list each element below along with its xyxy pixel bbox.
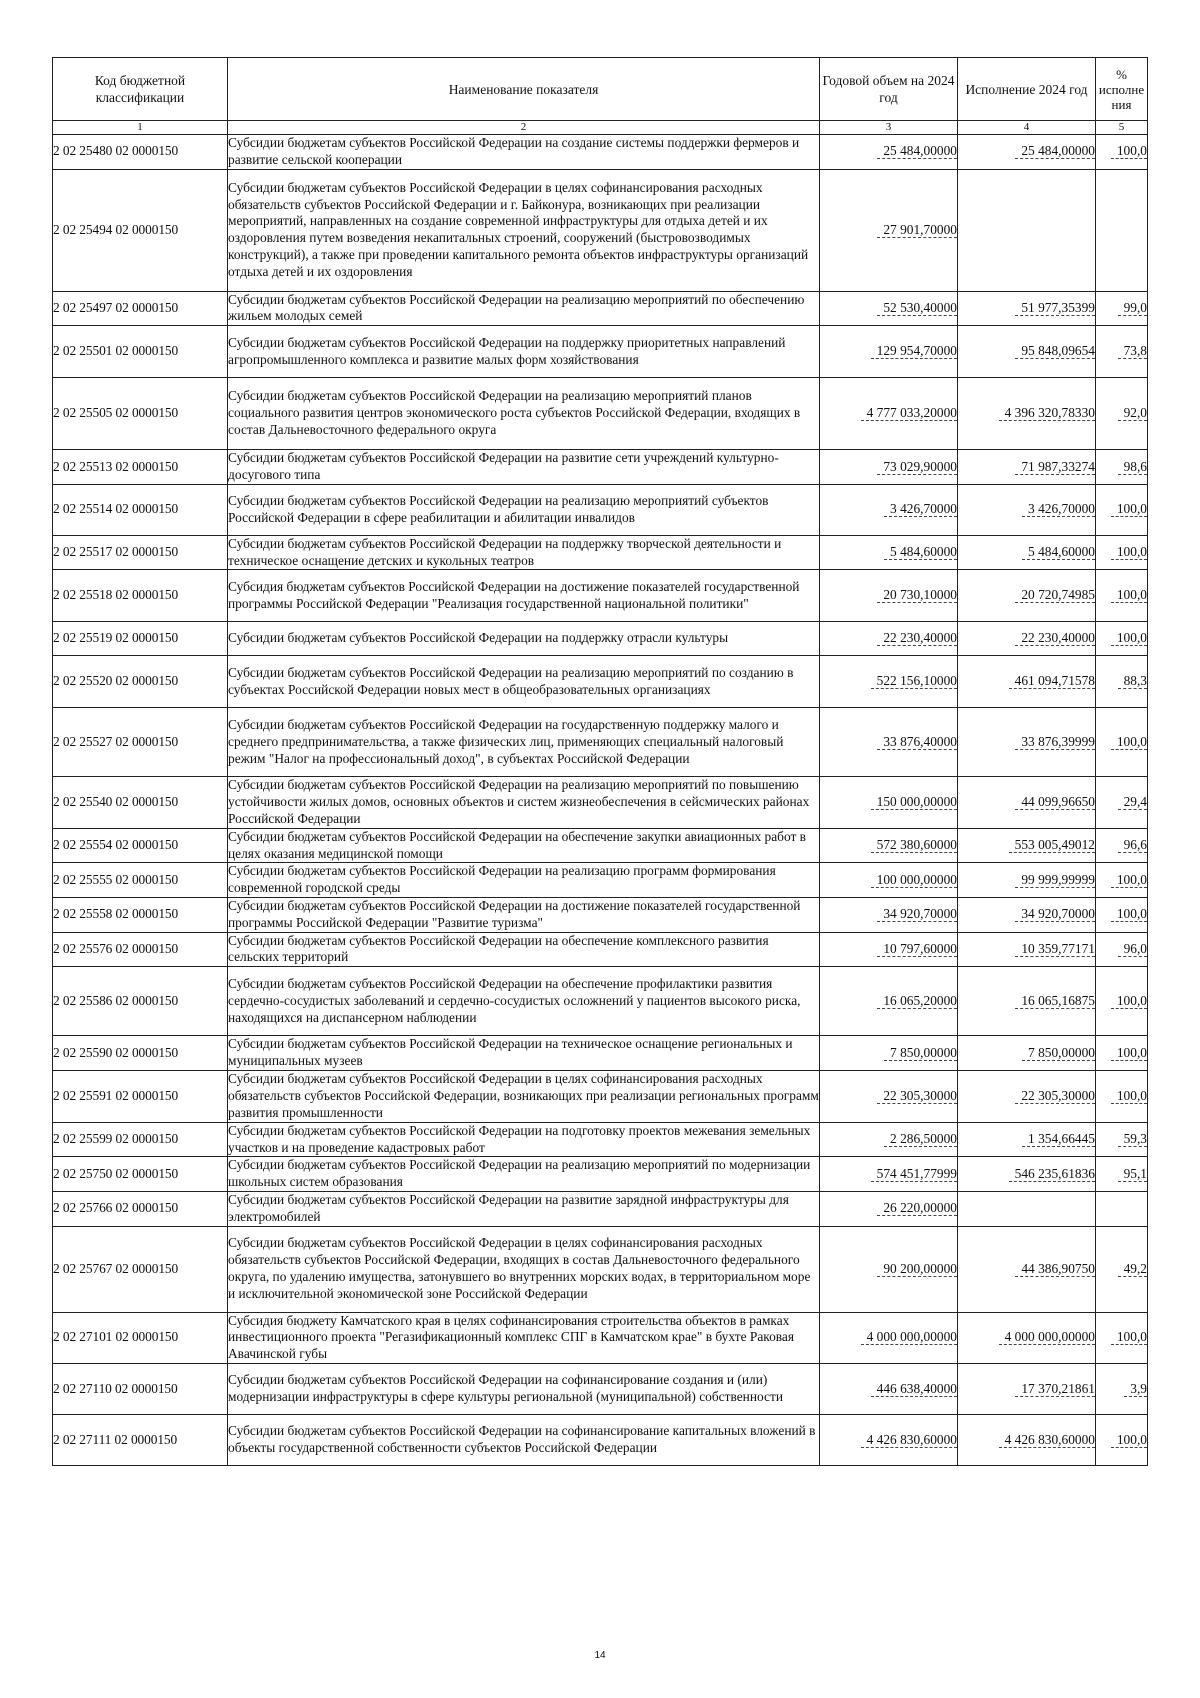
execution-amount-value: 71 987,33274	[1015, 459, 1095, 475]
execution-percent-value: 95,1	[1118, 1166, 1147, 1182]
annual-volume-value: 574 451,77999	[871, 1166, 957, 1182]
budget-code: 2 02 25599 02 0000150	[53, 1122, 228, 1157]
execution-amount	[958, 484, 1096, 535]
table-row	[53, 135, 1148, 170]
annual-volume-value: 33 876,40000	[877, 734, 957, 750]
indicator-name: Субсидии бюджетам субъектов Российской Федерации на достижение показателей государственной программы Российской Федерации "Развитие туризма"	[228, 897, 820, 932]
table-row	[53, 932, 1148, 967]
table-row	[53, 1191, 1148, 1226]
indicator-name: Субсидии бюджетам субъектов Российской Федерации на софинансирование капитальных вложений в объекты государственной собственности субъектов Российской Федерации	[228, 1414, 820, 1465]
indicator-name: Субсидии бюджетам субъектов Российской Федерации на поддержку отрасли культуры	[228, 622, 820, 656]
execution-percent-value: 98,6	[1118, 459, 1147, 475]
execution-amount-value: 4 396 320,78330	[999, 405, 1095, 421]
execution-percent	[1096, 1036, 1148, 1071]
execution-amount-value: 34 920,70000	[1015, 906, 1095, 922]
execution-amount-value: 51 977,35399	[1015, 300, 1095, 316]
execution-percent	[1096, 863, 1148, 898]
indicator-name: Субсидии бюджетам субъектов Российской Федерации на реализацию мероприятий по повышению устойчивости жилых домов, основных объектов и систем жизнеобеспечения в сейсмических районах Российской Федерации	[228, 777, 820, 828]
annual-volume	[820, 1122, 958, 1157]
header-exec: Исполнение 2024 год	[958, 58, 1096, 121]
annual-volume	[820, 1414, 958, 1465]
budget-code: 2 02 25555 02 0000150	[53, 863, 228, 898]
execution-percent-value: 100,0	[1111, 906, 1147, 922]
table-row	[53, 1157, 1148, 1192]
execution-percent-value: 88,3	[1118, 673, 1147, 689]
execution-amount	[958, 1191, 1096, 1226]
execution-percent	[1096, 291, 1148, 326]
annual-volume-value: 16 065,20000	[877, 993, 957, 1009]
indicator-name: Субсидии бюджетам субъектов Российской Федерации на обеспечение комплексного развития сельских территорий	[228, 932, 820, 967]
execution-percent-value: 100,0	[1111, 1432, 1147, 1448]
indicator-name: Субсидии бюджетам субъектов Российской Федерации на реализацию мероприятий субъектов Российской Федерации в сфере реабилитации и абилитации инвалидов	[228, 484, 820, 535]
execution-amount	[958, 777, 1096, 828]
annual-volume	[820, 863, 958, 898]
table-row	[53, 656, 1148, 708]
execution-amount-value: 44 099,96650	[1015, 794, 1095, 810]
execution-percent	[1096, 622, 1148, 656]
execution-percent-value: 100,0	[1111, 1329, 1147, 1345]
annual-volume-value: 26 220,00000	[877, 1200, 957, 1216]
execution-percent	[1096, 326, 1148, 378]
annual-volume	[820, 135, 958, 170]
execution-amount	[958, 1122, 1096, 1157]
execution-percent	[1096, 1122, 1148, 1157]
execution-percent-value: 99,0	[1118, 300, 1147, 316]
annual-volume	[820, 1070, 958, 1122]
budget-code: 2 02 25505 02 0000150	[53, 378, 228, 450]
budget-report-page	[52, 57, 1147, 1466]
table-row	[53, 622, 1148, 656]
execution-amount-value: 1 354,66445	[1022, 1131, 1095, 1147]
annual-volume	[820, 897, 958, 932]
table-row	[53, 777, 1148, 828]
execution-percent	[1096, 169, 1148, 291]
table-row	[53, 450, 1148, 485]
execution-amount	[958, 135, 1096, 170]
budget-code: 2 02 25586 02 0000150	[53, 967, 228, 1036]
annual-volume-value: 34 920,70000	[877, 906, 957, 922]
budget-code: 2 02 25501 02 0000150	[53, 326, 228, 378]
table-row	[53, 967, 1148, 1036]
execution-amount-value: 99 999,99999	[1015, 872, 1095, 888]
annual-volume-value: 10 797,60000	[877, 941, 957, 957]
execution-amount	[958, 967, 1096, 1036]
execution-amount	[958, 378, 1096, 450]
execution-percent	[1096, 777, 1148, 828]
execution-percent-value: 92,0	[1118, 405, 1147, 421]
annual-volume-value: 22 305,30000	[877, 1088, 957, 1104]
column-number-row	[53, 121, 1148, 135]
execution-amount	[958, 1157, 1096, 1192]
execution-percent	[1096, 932, 1148, 967]
budget-code: 2 02 25494 02 0000150	[53, 169, 228, 291]
annual-volume	[820, 484, 958, 535]
annual-volume	[820, 622, 958, 656]
annual-volume-value: 27 901,70000	[877, 222, 957, 238]
table-row	[53, 897, 1148, 932]
execution-amount	[958, 1363, 1096, 1414]
table-row	[53, 1363, 1148, 1414]
annual-volume-value: 572 380,60000	[871, 837, 957, 853]
budget-code: 2 02 25527 02 0000150	[53, 708, 228, 777]
execution-amount-value: 44 386,90750	[1015, 1261, 1095, 1277]
execution-percent-value: 100,0	[1111, 143, 1147, 159]
annual-volume-value: 522 156,10000	[871, 673, 957, 689]
execution-percent	[1096, 708, 1148, 777]
execution-amount	[958, 1312, 1096, 1363]
execution-amount	[958, 863, 1096, 898]
execution-amount-value: 33 876,39999	[1015, 734, 1095, 750]
annual-volume	[820, 1191, 958, 1226]
execution-amount	[958, 450, 1096, 485]
execution-percent-value: 100,0	[1111, 872, 1147, 888]
budget-code: 2 02 25554 02 0000150	[53, 828, 228, 863]
annual-volume-value: 4 777 033,20000	[861, 405, 957, 421]
annual-volume	[820, 1363, 958, 1414]
execution-percent-value: 73,8	[1118, 343, 1147, 359]
execution-amount-value: 20 720,74985	[1015, 587, 1095, 603]
budget-table	[52, 57, 1148, 1466]
indicator-name: Субсидия бюджетам субъектов Российской Федерации на достижение показателей государственной программы Российской Федерации "Реализация государственной национальной политики"	[228, 570, 820, 622]
table-row	[53, 484, 1148, 535]
annual-volume-value: 2 286,50000	[884, 1131, 957, 1147]
annual-volume	[820, 1157, 958, 1192]
table-header	[53, 58, 1148, 135]
execution-amount-value: 7 850,00000	[1022, 1045, 1095, 1061]
indicator-name: Субсидии бюджетам субъектов Российской Федерации на обеспечение профилактики развития сердечно-сосудистых заболеваний и сердечно-сосудистых осложнений у пациентов высокого риска, находящихся на диспансерном наблюдении	[228, 967, 820, 1036]
budget-code: 2 02 25519 02 0000150	[53, 622, 228, 656]
table-row	[53, 1414, 1148, 1465]
execution-amount-value: 553 005,49012	[1009, 837, 1095, 853]
annual-volume-value: 129 954,70000	[871, 343, 957, 359]
page-number: 14	[594, 1650, 606, 1661]
indicator-name: Субсидии бюджетам субъектов Российской Федерации на техническое оснащение региональных и муниципальных музеев	[228, 1036, 820, 1071]
table-row	[53, 378, 1148, 450]
execution-amount-value: 17 370,21861	[1015, 1381, 1095, 1397]
execution-amount	[958, 897, 1096, 932]
header-row	[53, 58, 1148, 121]
table-row	[53, 169, 1148, 291]
annual-volume	[820, 326, 958, 378]
execution-percent	[1096, 484, 1148, 535]
execution-percent-value: 100,0	[1111, 1088, 1147, 1104]
execution-amount-value: 25 484,00000	[1015, 143, 1095, 159]
table-row	[53, 570, 1148, 622]
annual-volume-value: 150 000,00000	[871, 794, 957, 810]
budget-code: 2 02 27101 02 0000150	[53, 1312, 228, 1363]
execution-percent	[1096, 535, 1148, 570]
annual-volume	[820, 291, 958, 326]
table-row	[53, 1036, 1148, 1071]
budget-code: 2 02 25766 02 0000150	[53, 1191, 228, 1226]
column-number: 5	[1096, 121, 1148, 135]
execution-amount-value: 461 094,71578	[1009, 673, 1095, 689]
indicator-name: Субсидии бюджетам субъектов Российской Федерации в целях софинансирования расходных обязательств субъектов Российской Федерации, возникающих при реализации региональных программ развития промышленности	[228, 1070, 820, 1122]
table-row	[53, 1070, 1148, 1122]
column-number: 1	[53, 121, 228, 135]
indicator-name: Субсидии бюджетам субъектов Российской Федерации на софинансирование создания и (или) модернизации инфраструктуры в сфере культуры региональной (муниципальной) собственности	[228, 1363, 820, 1414]
annual-volume	[820, 1036, 958, 1071]
execution-percent-value: 29,4	[1118, 794, 1147, 810]
annual-volume-value: 20 730,10000	[877, 587, 957, 603]
execution-amount	[958, 291, 1096, 326]
annual-volume-value: 25 484,00000	[877, 143, 957, 159]
execution-amount	[958, 828, 1096, 863]
execution-percent	[1096, 378, 1148, 450]
execution-percent-value: 59,3	[1118, 1131, 1147, 1147]
indicator-name: Субсидии бюджетам субъектов Российской Федерации на поддержку приоритетных направлений агропромышленного комплекса и развитие малых форм хозяйствования	[228, 326, 820, 378]
annual-volume	[820, 535, 958, 570]
annual-volume-value: 73 029,90000	[877, 459, 957, 475]
execution-percent-value: 100,0	[1111, 544, 1147, 560]
execution-percent-value: 100,0	[1111, 587, 1147, 603]
indicator-name: Субсидии бюджетам субъектов Российской Федерации на обеспечение закупки авиационных работ в целях оказания медицинской помощи	[228, 828, 820, 863]
budget-code: 2 02 25517 02 0000150	[53, 535, 228, 570]
table-row	[53, 535, 1148, 570]
annual-volume-value: 4 000 000,00000	[861, 1329, 957, 1345]
budget-code: 2 02 25558 02 0000150	[53, 897, 228, 932]
execution-amount-value: 16 065,16875	[1015, 993, 1095, 1009]
execution-percent-value: 96,0	[1118, 941, 1147, 957]
annual-volume-value: 5 484,60000	[884, 544, 957, 560]
annual-volume-value: 100 000,00000	[871, 872, 957, 888]
execution-amount	[958, 622, 1096, 656]
annual-volume	[820, 169, 958, 291]
execution-amount	[958, 535, 1096, 570]
indicator-name: Субсидии бюджетам субъектов Российской Федерации на развитие сети учреждений культурно-досугового типа	[228, 450, 820, 485]
execution-percent	[1096, 967, 1148, 1036]
annual-volume-value: 3 426,70000	[884, 501, 957, 517]
execution-amount	[958, 656, 1096, 708]
execution-amount	[958, 708, 1096, 777]
budget-code: 2 02 25513 02 0000150	[53, 450, 228, 485]
budget-code: 2 02 25520 02 0000150	[53, 656, 228, 708]
execution-amount	[958, 1226, 1096, 1312]
execution-amount	[958, 570, 1096, 622]
indicator-name: Субсидии бюджетам субъектов Российской Федерации на реализацию программ формирования современной городской среды	[228, 863, 820, 898]
budget-code: 2 02 25591 02 0000150	[53, 1070, 228, 1122]
annual-volume	[820, 1226, 958, 1312]
column-number: 3	[820, 121, 958, 135]
table-row	[53, 326, 1148, 378]
indicator-name: Субсидии бюджетам субъектов Российской Федерации на реализацию мероприятий планов социального развития центров экономического роста субъектов Российской Федерации, входящих в состав Дальневосточного федерального округа	[228, 378, 820, 450]
indicator-name: Субсидии бюджетам субъектов Российской Федерации на реализацию мероприятий по модернизации школьных систем образования	[228, 1157, 820, 1192]
header-pct: % исполне ния	[1096, 58, 1148, 121]
table-row	[53, 1312, 1148, 1363]
execution-percent	[1096, 1070, 1148, 1122]
annual-volume	[820, 708, 958, 777]
indicator-name: Субсидии бюджетам субъектов Российской Федерации на развитие зарядной инфраструктуры для электромобилей	[228, 1191, 820, 1226]
column-number: 4	[958, 121, 1096, 135]
execution-percent	[1096, 570, 1148, 622]
annual-volume	[820, 828, 958, 863]
execution-percent	[1096, 1414, 1148, 1465]
column-number: 2	[228, 121, 820, 135]
execution-percent-value: 49,2	[1118, 1261, 1147, 1277]
budget-code: 2 02 25750 02 0000150	[53, 1157, 228, 1192]
indicator-name: Субсидия бюджету Камчатского края в целях софинансирования строительства объектов в рамках инвестиционного проекта "Регазификационный комплекс СПГ в Камчатском крае" в бухте Раковая Авачинской губы	[228, 1312, 820, 1363]
annual-volume-value: 446 638,40000	[871, 1381, 957, 1397]
table-row	[53, 1226, 1148, 1312]
execution-percent	[1096, 897, 1148, 932]
execution-amount-value: 4 000 000,00000	[999, 1329, 1095, 1345]
indicator-name: Субсидии бюджетам субъектов Российской Федерации на государственную поддержку малого и среднего предпринимательства, а также физических лиц, применяющих специальный налоговый режим "Налог на профессиональный доход", в субъектах Российской Федерации	[228, 708, 820, 777]
annual-volume	[820, 570, 958, 622]
execution-percent	[1096, 1191, 1148, 1226]
execution-percent	[1096, 135, 1148, 170]
execution-percent-value: 3,9	[1124, 1381, 1147, 1397]
annual-volume	[820, 777, 958, 828]
table-row	[53, 291, 1148, 326]
table-body	[53, 135, 1148, 1466]
table-row	[53, 828, 1148, 863]
execution-amount-value: 546 235,61836	[1009, 1166, 1095, 1182]
table-row	[53, 863, 1148, 898]
indicator-name: Субсидии бюджетам субъектов Российской Федерации в целях софинансирования расходных обязательств субъектов Российской Федерации и г. Байконура, возникающих при реализации мероприятий, направленных на создание современной инфраструктуры для отдыха детей и их оздоровления путем возведения некапитальных строений, сооружений (быстровозводимых конструкций), а также при проведении капитального ремонта объектов инфраструктуры организаций отдыха детей и их оздоровления	[228, 169, 820, 291]
table-row	[53, 708, 1148, 777]
budget-code: 2 02 25540 02 0000150	[53, 777, 228, 828]
execution-percent	[1096, 1363, 1148, 1414]
annual-volume-value: 52 530,40000	[877, 300, 957, 316]
budget-code: 2 02 25480 02 0000150	[53, 135, 228, 170]
execution-amount-value: 5 484,60000	[1022, 544, 1095, 560]
budget-code: 2 02 27111 02 0000150	[53, 1414, 228, 1465]
annual-volume-value: 22 230,40000	[877, 630, 957, 646]
header-name: Наименование показателя	[228, 58, 820, 121]
annual-volume	[820, 1312, 958, 1363]
annual-volume	[820, 967, 958, 1036]
execution-amount	[958, 326, 1096, 378]
execution-percent-value: 100,0	[1111, 630, 1147, 646]
execution-percent-value: 96,6	[1118, 837, 1147, 853]
annual-volume-value: 7 850,00000	[884, 1045, 957, 1061]
indicator-name: Субсидии бюджетам субъектов Российской Федерации на создание системы поддержки фермеров и развитие сельской кооперации	[228, 135, 820, 170]
execution-percent	[1096, 1312, 1148, 1363]
execution-percent	[1096, 450, 1148, 485]
budget-code: 2 02 25576 02 0000150	[53, 932, 228, 967]
annual-volume	[820, 656, 958, 708]
budget-code: 2 02 27110 02 0000150	[53, 1363, 228, 1414]
execution-percent	[1096, 828, 1148, 863]
budget-code: 2 02 25767 02 0000150	[53, 1226, 228, 1312]
indicator-name: Субсидии бюджетам субъектов Российской Федерации на подготовку проектов межевания земельных участков и на проведение кадастровых работ	[228, 1122, 820, 1157]
execution-amount-value: 22 230,40000	[1015, 630, 1095, 646]
budget-code: 2 02 25497 02 0000150	[53, 291, 228, 326]
execution-percent	[1096, 1157, 1148, 1192]
execution-amount	[958, 169, 1096, 291]
annual-volume	[820, 932, 958, 967]
execution-amount	[958, 932, 1096, 967]
execution-amount	[958, 1036, 1096, 1071]
budget-code: 2 02 25514 02 0000150	[53, 484, 228, 535]
annual-volume-value: 4 426 830,60000	[861, 1432, 957, 1448]
execution-percent-value: 100,0	[1111, 1045, 1147, 1061]
execution-amount-value: 3 426,70000	[1022, 501, 1095, 517]
execution-amount-value: 4 426 830,60000	[999, 1432, 1095, 1448]
header-code: Код бюджетной классификации	[53, 58, 228, 121]
execution-amount-value: 10 359,77171	[1015, 941, 1095, 957]
execution-amount	[958, 1070, 1096, 1122]
indicator-name: Субсидии бюджетам субъектов Российской Федерации в целях софинансирования расходных обязательств субъектов Российской Федерации, входящих в состав Дальневосточного федерального округа, по удалению имущества, затонувшего во внутренних морских водах, в территориальном море и исключительной экономической зоне Российской Федерации	[228, 1226, 820, 1312]
indicator-name: Субсидии бюджетам субъектов Российской Федерации на реализацию мероприятий по созданию в субъектах Российской Федерации новых мест в общеобразовательных организациях	[228, 656, 820, 708]
execution-percent-value: 100,0	[1111, 734, 1147, 750]
annual-volume	[820, 450, 958, 485]
budget-code: 2 02 25590 02 0000150	[53, 1036, 228, 1071]
execution-percent	[1096, 1226, 1148, 1312]
header-plan: Годовой объем на 2024 год	[820, 58, 958, 121]
execution-amount	[958, 1414, 1096, 1465]
execution-amount-value: 95 848,09654	[1015, 343, 1095, 359]
annual-volume	[820, 378, 958, 450]
execution-percent	[1096, 656, 1148, 708]
table-row	[53, 1122, 1148, 1157]
indicator-name: Субсидии бюджетам субъектов Российской Федерации на реализацию мероприятий по обеспечению жильем молодых семей	[228, 291, 820, 326]
annual-volume-value: 90 200,00000	[877, 1261, 957, 1277]
indicator-name: Субсидии бюджетам субъектов Российской Федерации на поддержку творческой деятельности и техническое оснащение детских и кукольных театров	[228, 535, 820, 570]
budget-code: 2 02 25518 02 0000150	[53, 570, 228, 622]
execution-percent-value: 100,0	[1111, 501, 1147, 517]
execution-amount-value: 22 305,30000	[1015, 1088, 1095, 1104]
execution-percent-value: 100,0	[1111, 993, 1147, 1009]
